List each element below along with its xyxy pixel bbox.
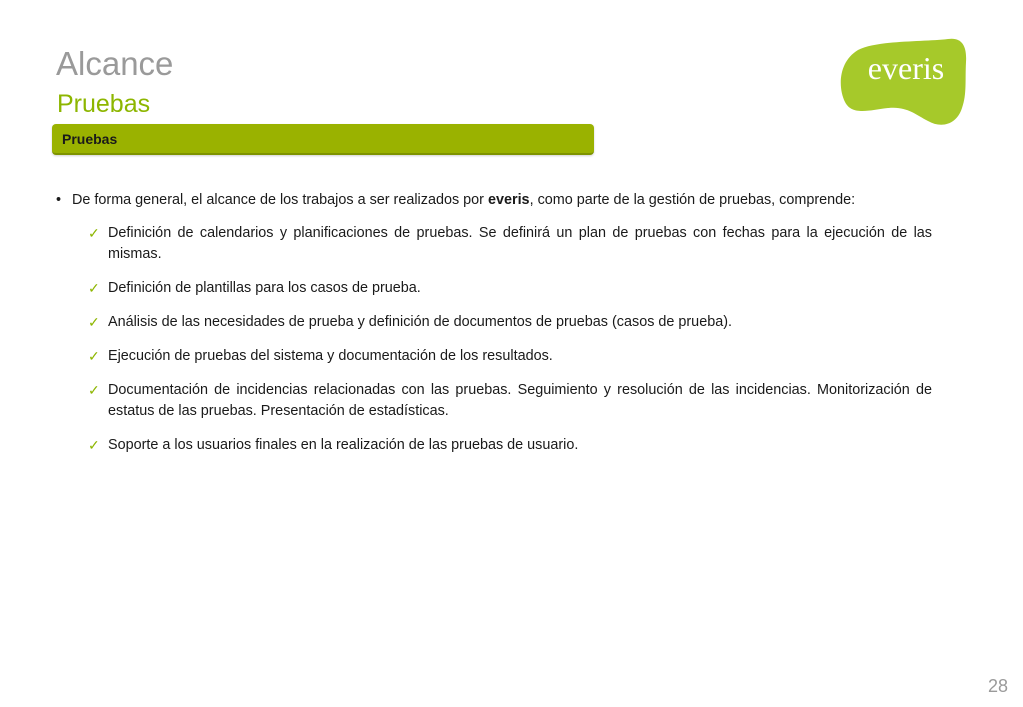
- section-header-bar: [52, 124, 594, 155]
- intro-brand: everis: [487, 192, 530, 208]
- list-item-text: Soporte a los usuarios finales en la realización de las pruebas de usuario.: [108, 437, 579, 453]
- list-item-text: Definición de calendarios y planificaciones de pruebas. Se definirá un plan de pruebas con fechas para la ejecución de las mismas.: [108, 225, 932, 262]
- checkmark-icon: ✓: [88, 314, 100, 330]
- slide-subtitle: Pruebas: [57, 90, 151, 118]
- page-number: 28: [987, 676, 1008, 696]
- list-item-text: Definición de plantillas para los casos de prueba.: [108, 280, 421, 296]
- checklist: [52, 223, 932, 456]
- everis-logo: [836, 36, 972, 132]
- list-item: [88, 278, 932, 299]
- list-item: [88, 223, 932, 265]
- checkmark-icon: ✓: [88, 437, 100, 453]
- checkmark-icon: ✓: [88, 280, 100, 296]
- list-item: [88, 380, 932, 422]
- checkmark-icon: ✓: [88, 382, 100, 398]
- intro-before: De forma general, el alcance de los trabajos a ser realizados por: [72, 192, 488, 208]
- bullet-icon: •: [56, 192, 62, 208]
- slide-title: Alcance: [56, 45, 174, 82]
- list-item-text: Ejecución de pruebas del sistema y documentación de los resultados.: [108, 348, 553, 364]
- intro-text: [72, 190, 855, 211]
- list-item: [88, 346, 932, 367]
- list-item: [88, 312, 932, 333]
- slide-content: [52, 190, 932, 469]
- checkmark-icon: ✓: [88, 225, 100, 241]
- intro-after: , como parte de la gestión de pruebas, comprende:: [529, 192, 856, 208]
- list-item-text: Análisis de las necesidades de prueba y definición de documentos de pruebas (casos de prueba).: [108, 314, 732, 330]
- list-item: [88, 435, 932, 456]
- checkmark-icon: ✓: [88, 348, 100, 364]
- list-item-text: Documentación de incidencias relacionadas con las pruebas. Seguimiento y resolución de las incidencias. Monitorización de estatus de las pruebas. Presentación de estadísticas.: [108, 382, 932, 419]
- section-header-label: Pruebas: [62, 131, 118, 147]
- logo-wordmark: everis: [867, 50, 945, 86]
- everis-logo-graphic: [836, 36, 972, 132]
- intro-paragraph: [52, 190, 932, 211]
